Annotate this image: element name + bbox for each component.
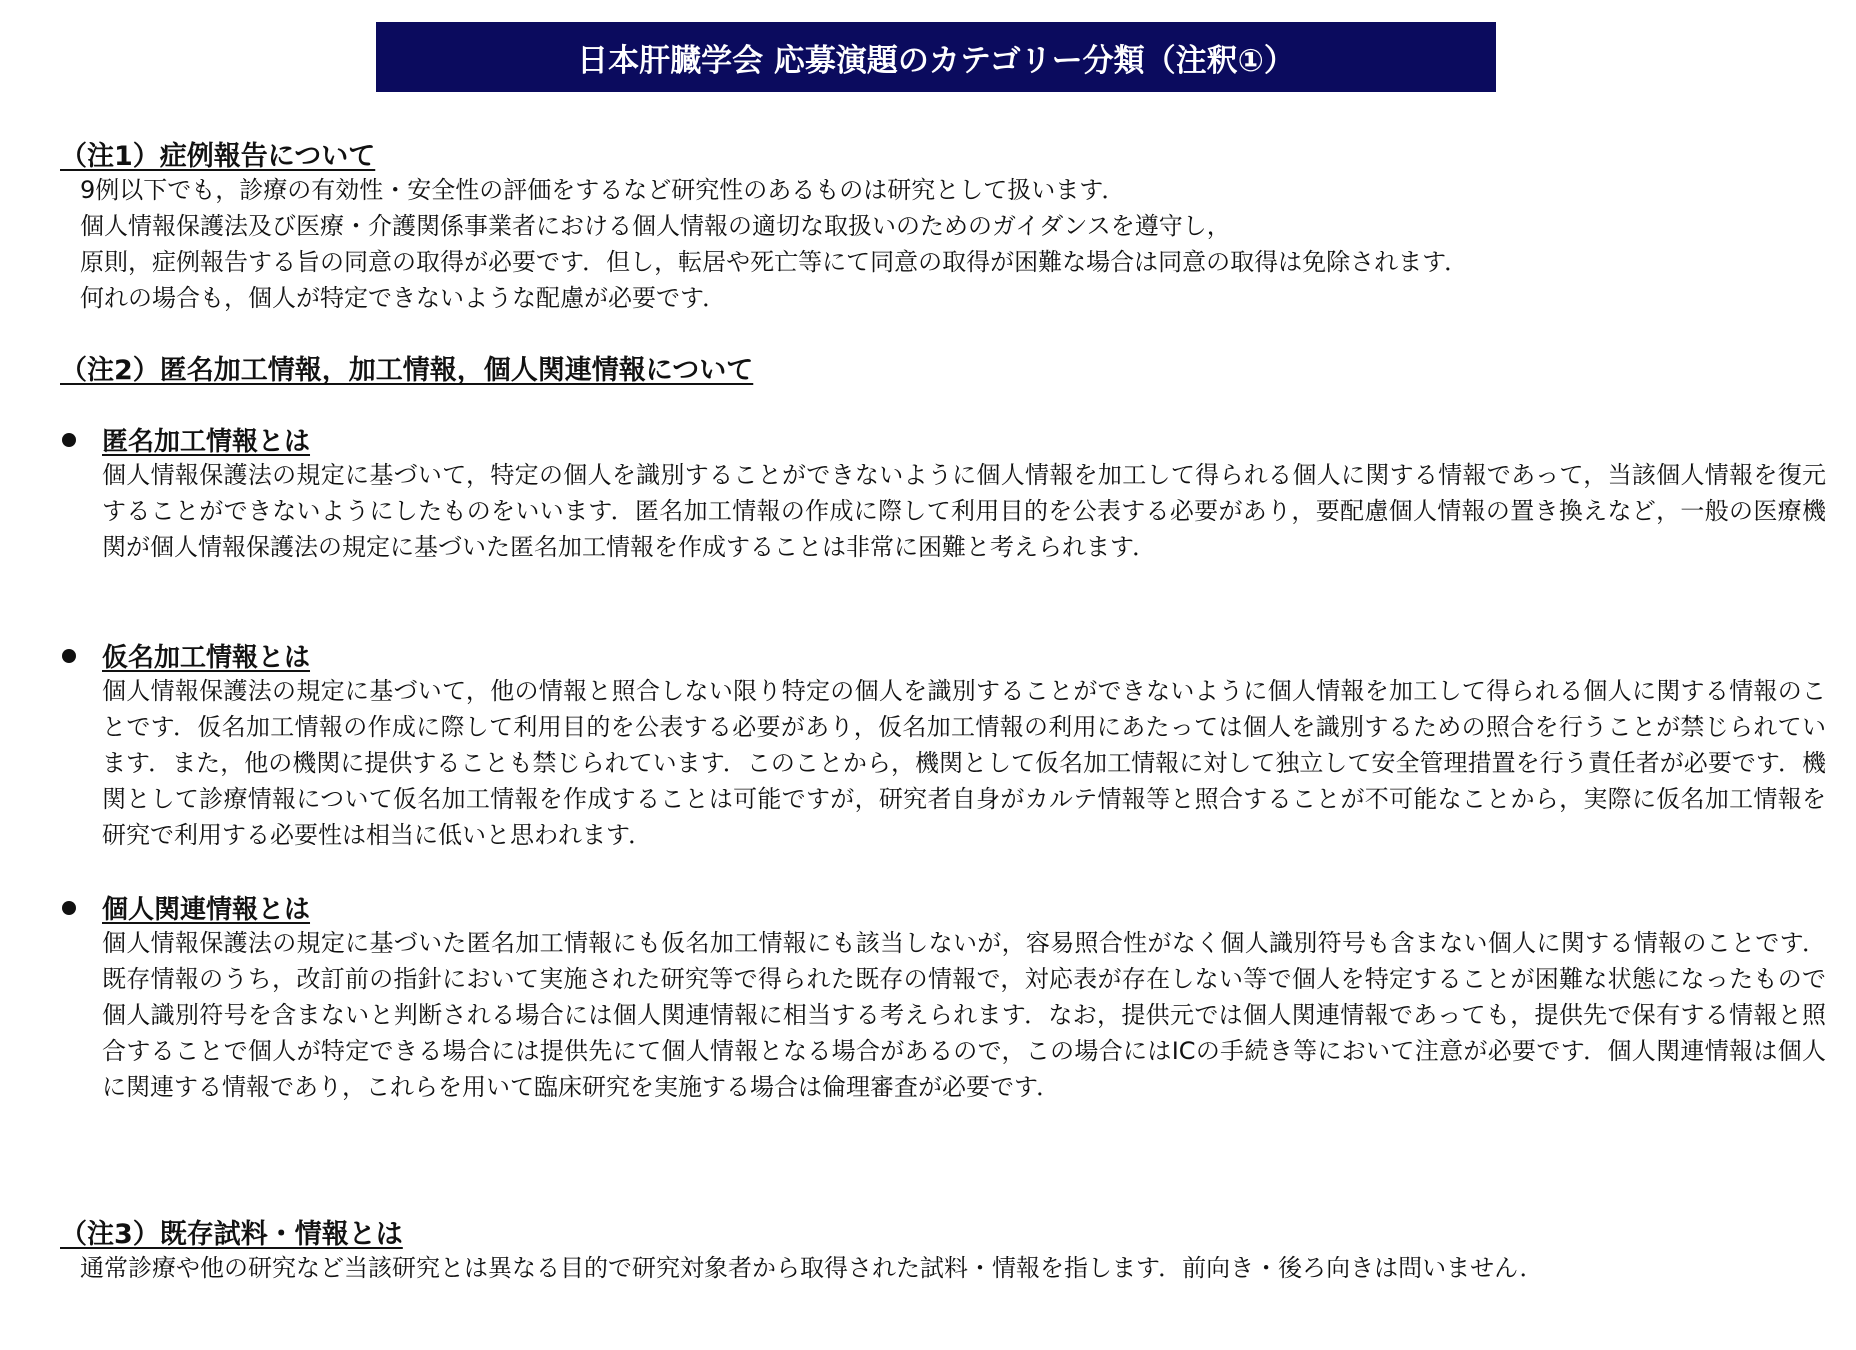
personal-related-info-heading: 個人関連情報とは	[102, 895, 311, 925]
page-title: 日本肝臓学会 応募演題のカテゴリー分類（注釈①）	[376, 22, 1496, 92]
note1-line-1: 9例以下でも，診療の有効性・安全性の評価をするなど研究性のあるものは研究として扱います．	[80, 176, 1126, 204]
note1-heading: （注1）症例報告について	[60, 141, 376, 172]
pseudonymized-info-text: 個人情報保護法の規定に基づいて，他の情報と照合しない限り特定の個人を識別することができないように個人情報を加工して得られる個人に関する情報のことです．仮名加工情報の作成に際して利用目的を公表する必要があり，仮名加工情報の利用にあたっては個人を識別するための照合を行うことが禁じられています．また，他の機関に提供することも禁じられています．このことから，機関として仮名加工情報に対して独立して安全管理措置を行う責任者が必要です．機関として診療情報について仮名加工情報を作成することは可能ですが，研究者自身がカルテ情報等と照合することが不可能なことから，実際に仮名加工情報を研究で利用する必要性は相当に低いと思われます．	[102, 677, 1827, 849]
note2-heading: （注2）匿名加工情報，加工情報，個人関連情報について	[60, 355, 754, 386]
bullet-icon	[62, 433, 76, 447]
anonymized-info-text: 個人情報保護法の規定に基づいて，特定の個人を識別することができないように個人情報を加工して得られる個人に関する情報であって，当該個人情報を復元することができないようにしたものをいいます．匿名加工情報の作成に際して利用目的を公表する必要があり，要配慮個人情報の置き換えなど，一般の医療機関が個人情報保護法の規定に基づいた匿名加工情報を作成することは非常に困難と考えられます．	[102, 461, 1826, 561]
personal-related-info-text: 個人情報保護法の規定に基づいた匿名加工情報にも仮名加工情報にも該当しないが，容易照合性がなく個人識別符号も含まない個人に関する情報のことです．既存情報のうち，改訂前の指針において実施された研究等で得られた既存の情報で，対応表が存在しない等で個人を特定することが困難な状態になったもので個人識別符号を含まないと判断される場合には個人関連情報に相当する考えられます．なお，提供元では個人関連情報であっても，提供先で保有する情報と照合することで個人が特定できる場合には提供先にて個人情報となる場合があるので，この場合にはICの手続き等において注意が必要です．個人関連情報は個人に関連する情報であり，これらを用いて臨床研究を実施する場合は倫理審査が必要です．	[102, 929, 1826, 1101]
bullet-icon	[62, 901, 76, 915]
anonymized-info-heading: 匿名加工情報とは	[102, 427, 311, 457]
note3-heading: （注3）既存試料・情報とは	[60, 1219, 403, 1250]
pseudonymized-info-heading: 仮名加工情報とは	[102, 643, 311, 673]
note1-line-2: 個人情報保護法及び医療・介護関係事業者における個人情報の適切な取扱いのためのガイダンスを遵守し，	[80, 212, 1231, 240]
note3-text: 通常診療や他の研究など当該研究とは異なる目的で研究対象者から取得された試料・情報を指します．前向き・後ろ向きは問いません．	[80, 1254, 1544, 1282]
note1-line-4: 何れの場合も，個人が特定できないような配慮が必要です．	[80, 284, 727, 312]
bullet-icon	[62, 649, 76, 663]
note1-line-3: 原則，症例報告する旨の同意の取得が必要です．但し，転居や死亡等にて同意の取得が困難な場合は同意の取得は免除されます．	[80, 248, 1469, 276]
